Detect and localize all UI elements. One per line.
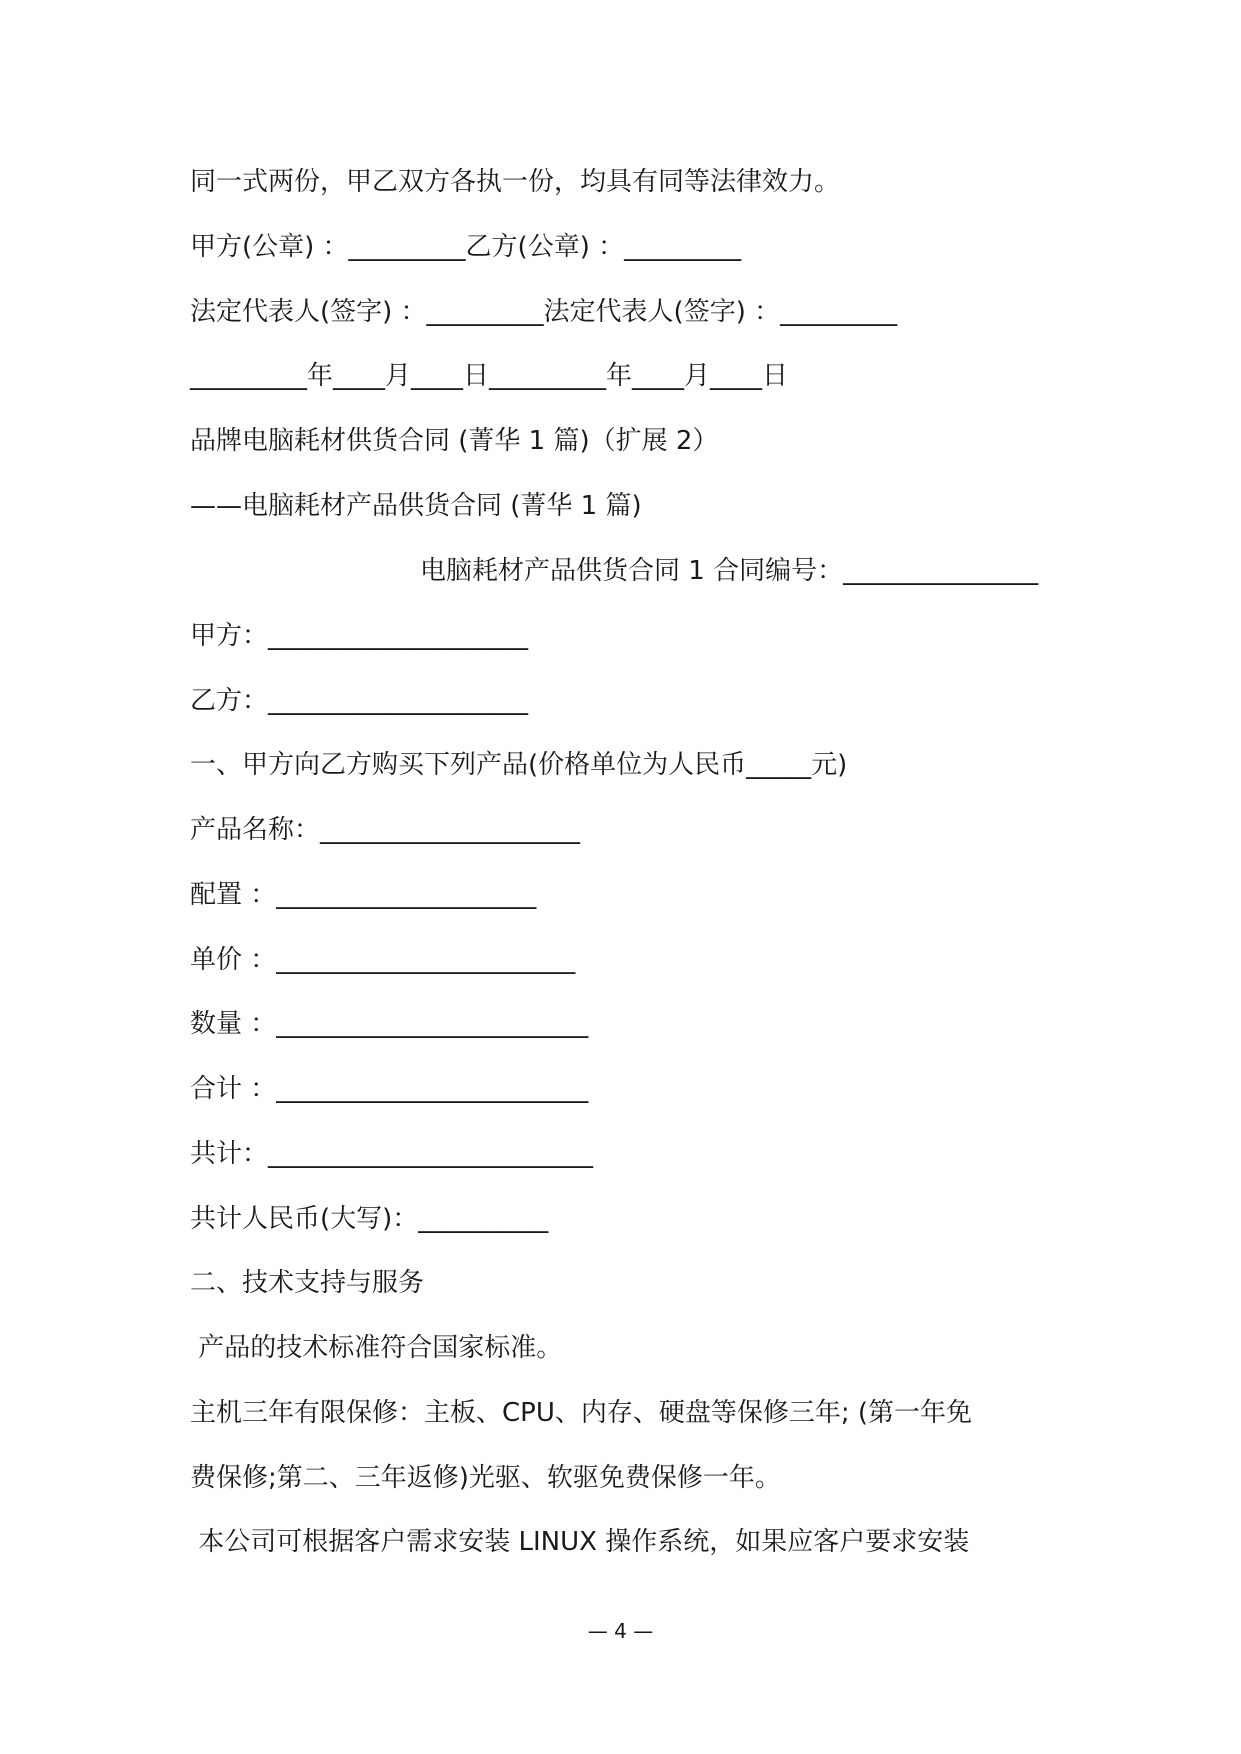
text-line-8: 甲方：____________________ bbox=[190, 621, 529, 651]
text-line-13: 单价 ：_______________________ bbox=[190, 945, 576, 975]
text-line-5: 品牌电脑耗材供货合同 (菁华 1 篇)（扩展 2） bbox=[190, 426, 719, 456]
text-line-3: 法定代表人(签字) ：_________法定代表人(签字) ：_________ bbox=[190, 297, 898, 327]
text-line-10: 一、甲方向乙方购买下列产品(价格单位为人民币_____元) bbox=[190, 750, 848, 780]
text-line-2: 甲方(公章) ：_________乙方(公章) ：_________ bbox=[190, 232, 742, 262]
text-line-9: 乙方：____________________ bbox=[190, 686, 529, 716]
contract-number-line: 电脑耗材产品供货合同 1 合同编号：_______________ bbox=[420, 556, 1039, 586]
text-line-4: _________年____月____日_________年____月____日 bbox=[190, 361, 789, 391]
text-line-19: 产品的技术标准符合国家标准。 bbox=[190, 1333, 563, 1363]
text-line-14: 数量 ：________________________ bbox=[190, 1009, 589, 1039]
text-line-6: ——电脑耗材产品供货合同 (菁华 1 篇) bbox=[190, 491, 642, 521]
text-line-21: 费保修;第二、三年返修)光驱、软驱免费保修一年。 bbox=[190, 1463, 781, 1493]
text-line-15: 合计 ：________________________ bbox=[190, 1074, 589, 1104]
text-line-1: 同一式两份，甲乙双方各执一份，均具有同等法律效力。 bbox=[190, 167, 841, 197]
text-line-16: 共计：_________________________ bbox=[190, 1139, 594, 1169]
page-number: — 4 — bbox=[587, 1619, 654, 1643]
text-line-12: 配置 ：____________________ bbox=[190, 880, 537, 910]
text-line-20: 主机三年有限保修：主板、CPU、内存、硬盘等保修三年; (第一年免 bbox=[190, 1398, 973, 1428]
text-line-17: 共计人民币(大写)：__________ bbox=[190, 1204, 549, 1234]
text-line-22: 本公司可根据客户需求安装 LINUX 操作系统，如果应客户要求安装 bbox=[190, 1527, 970, 1557]
text-line-18: 二、技术支持与服务 bbox=[190, 1268, 425, 1298]
text-line-11: 产品名称：____________________ bbox=[190, 815, 581, 845]
